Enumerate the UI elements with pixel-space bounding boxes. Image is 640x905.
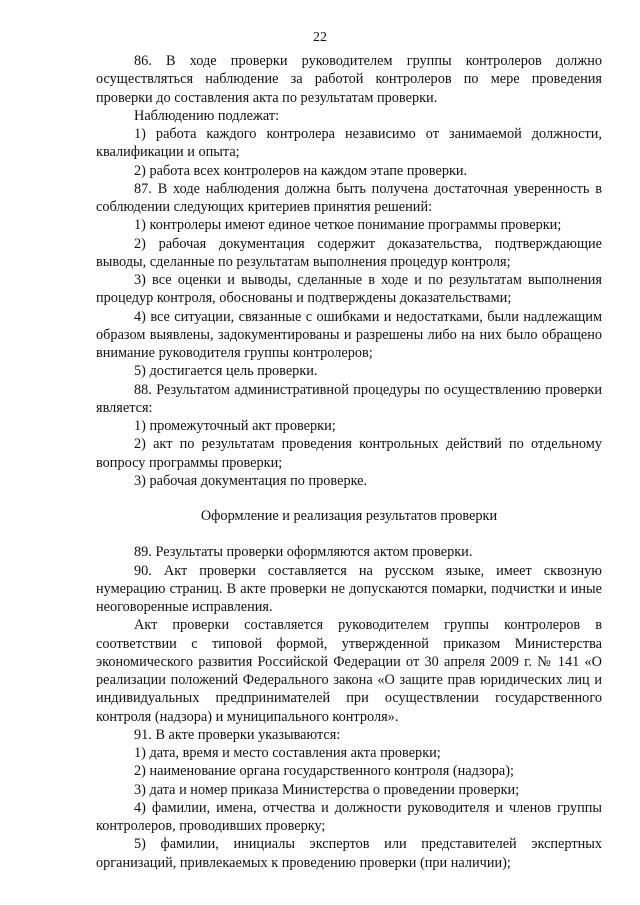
- section-heading: Оформление и реализация результатов проверки: [200, 508, 498, 524]
- list-item-88-1: 1) промежуточный акт проверки;: [134, 418, 336, 434]
- list-item-87-5: 5) достигается цель проверки.: [134, 363, 318, 380]
- document-body: [96, 52, 602, 872]
- list-item-91-3: 3) дата и номер приказа Министерства о проведении проверки;: [134, 781, 520, 798]
- paragraph-87: 87. В ходе наблюдения должна быть получена достаточная уверенность в соблюдении следующих критериев принятия решений:: [96, 180, 602, 215]
- list-item-91-2: 2) наименование органа государственного контроля (надзора);: [134, 763, 514, 780]
- list-item-87-2: 2) рабочая документация содержит доказательства, подтверждающие выводы, сделанные по результатам выполнения процедур контроля;: [96, 235, 602, 270]
- list-item-87-3: 3) все оценки и выводы, сделанные в ходе и по результатам выполнения процедур контроля, обоснованы и подтверждены доказательствами;: [96, 272, 602, 307]
- paragraph-88: 88. Результатом административной процедуры по осуществлению проверки является:: [96, 381, 602, 416]
- list-item-86-2: 2) работа всех контролеров на каждом этапе проверки.: [134, 162, 468, 179]
- paragraph-91: 91. В акте проверки указываются:: [134, 726, 341, 743]
- paragraph-86: 86. В ходе проверки руководителем группы контролеров должно осуществляться наблюдение за работой контролеров по мере проведения проверки до составления акта по результатам проверки.: [96, 53, 602, 106]
- page-number: 22: [313, 30, 327, 45]
- list-item-87-4: 4) все ситуации, связанные с ошибками и недостатками, были надлежащим образом выявлены, задокументированы и разрешены либо на них было обращено внимание руководителя группы контролеров;: [96, 308, 602, 361]
- list-item-87-1: 1) контролеры имеют единое четкое понимание программы проверки;: [134, 217, 562, 234]
- list-item-91-4: 4) фамилии, имена, отчества и должности руководителя и членов группы контролеров, проводивших проверку;: [96, 799, 602, 834]
- paragraph-90: 90. Акт проверки составляется на русском языке, имеет сквозную нумерацию страниц. В акте проверки не допускаются помарки, подчистки и иные неоговоренные исправления.: [96, 562, 602, 615]
- list-item-88-2: 2) акт по результатам проведения контрольных действий по отдельному вопросу программы проверки;: [96, 436, 602, 471]
- list-item-91-1: 1) дата, время и место составления акта проверки;: [134, 745, 441, 761]
- paragraph-act-template: Акт проверки составляется руководителем группы контролеров в соответствии с типовой формой, утвержденной приказом Министерства экономического развития Российской Федерации от 30 апреля 2009 г. № 141 «О реализации положений Федерального закона «О защите прав юридических лиц и индивидуальных предпринимателей при осуществлении государственного контроля (надзора) и муниципального контроля».: [96, 617, 602, 725]
- list-item-88-3: 3) рабочая документация по проверке.: [134, 472, 368, 489]
- list-item-91-5: 5) фамилии, инициалы экспертов или представителей экспертных организаций, привлекаемых к проведению проверки (при наличии);: [96, 836, 602, 871]
- paragraph-89: 89. Результаты проверки оформляются актом проверки.: [134, 544, 473, 561]
- paragraph-observation-subject: Наблюдению подлежат:: [134, 107, 280, 124]
- list-item-86-1: 1) работа каждого контролера независимо от занимаемой должности, квалификации и опыта;: [96, 126, 602, 161]
